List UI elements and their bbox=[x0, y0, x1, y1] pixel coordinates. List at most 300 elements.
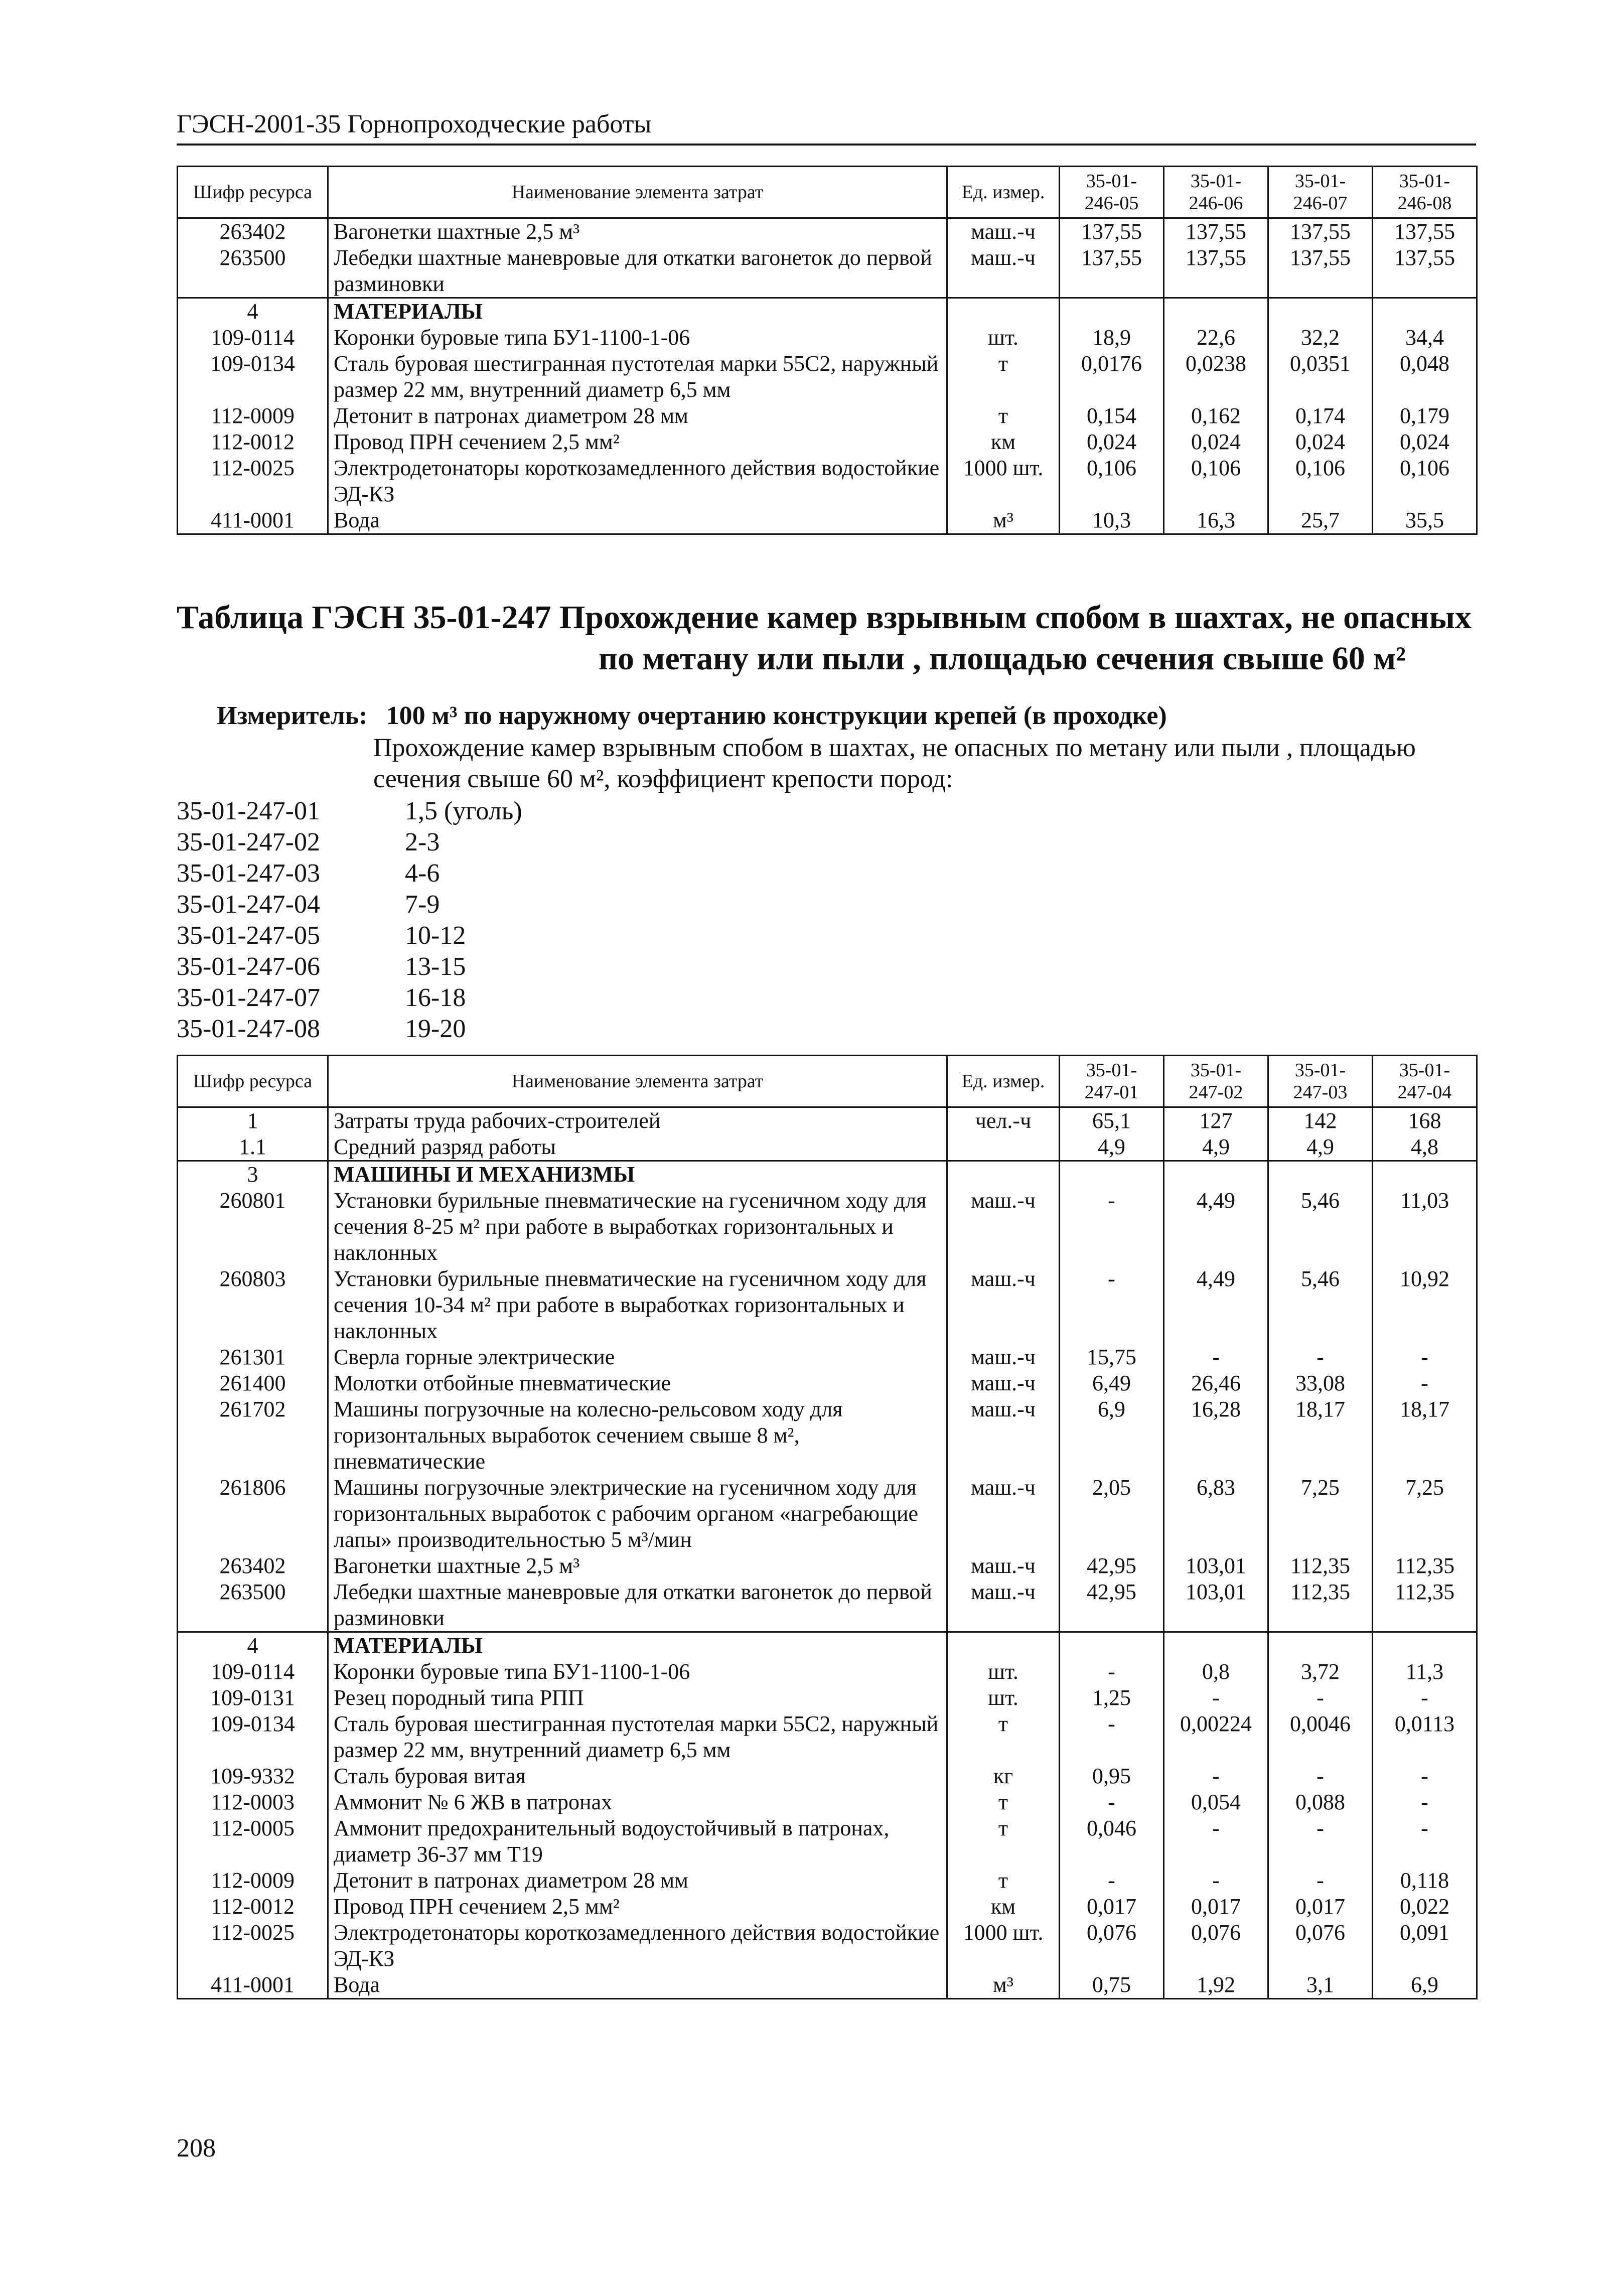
resource-value: 0,076 bbox=[1164, 1920, 1268, 1972]
resource-unit: м³ bbox=[947, 507, 1060, 534]
rock-hardness: 1,5 (уголь) bbox=[405, 797, 522, 825]
resource-unit: маш.-ч bbox=[947, 1370, 1060, 1396]
resource-value: 26,46 bbox=[1164, 1370, 1268, 1396]
resource-value: 65,1 bbox=[1060, 1107, 1164, 1134]
resource-value bbox=[1268, 298, 1373, 325]
resource-code: 263500 bbox=[178, 245, 328, 298]
resource-name: Машины погрузочные на колесно-рельсовом ходу для горизонтальных выработок сечением свыше 8 м², пневматические bbox=[328, 1396, 947, 1475]
table-row bbox=[178, 1711, 1477, 1763]
resource-unit: чел.-ч bbox=[947, 1107, 1060, 1134]
resource-unit bbox=[947, 298, 1060, 325]
col-header-code-2: 35-01- 246-06 bbox=[1164, 167, 1268, 218]
col-header-code-1: 35-01- 246-05 bbox=[1060, 167, 1164, 218]
col-header-unit: Ед. измер. bbox=[947, 1056, 1060, 1107]
measure-value: 100 м³ по наружному очертанию конструкции крепей (в проходке) bbox=[386, 701, 1167, 730]
resource-value: - bbox=[1060, 1659, 1164, 1685]
resource-unit: т bbox=[947, 403, 1060, 429]
norm-code: 35-01-247-04 bbox=[177, 890, 320, 919]
resource-value: 4,9 bbox=[1060, 1134, 1164, 1161]
resource-value: 18,9 bbox=[1060, 325, 1164, 351]
resource-name: Вода bbox=[328, 1972, 947, 1999]
resource-value: 18,17 bbox=[1268, 1396, 1373, 1475]
table-row bbox=[178, 1789, 1477, 1815]
measure-label: Измеритель: bbox=[217, 701, 368, 730]
resource-code: 112-0009 bbox=[178, 403, 328, 429]
table-row bbox=[178, 1763, 1477, 1789]
resource-code: 112-0025 bbox=[178, 1920, 328, 1972]
rock-hardness: 13-15 bbox=[405, 952, 466, 981]
resource-value: 34,4 bbox=[1373, 325, 1477, 351]
resource-value: - bbox=[1268, 1344, 1373, 1370]
resource-value: 0,024 bbox=[1373, 429, 1477, 455]
resource-unit: маш.-ч bbox=[947, 1475, 1060, 1553]
norm-code: 35-01-247-05 bbox=[177, 921, 320, 950]
resource-value: 0,162 bbox=[1164, 403, 1268, 429]
table-row bbox=[178, 351, 1477, 403]
resource-value: 35,5 bbox=[1373, 507, 1477, 534]
resource-value: - bbox=[1373, 1344, 1477, 1370]
resource-value: 42,95 bbox=[1060, 1553, 1164, 1579]
table-title bbox=[177, 597, 1481, 679]
resource-value: 137,55 bbox=[1164, 245, 1268, 298]
measure-description: Прохождение камер взрывным спобом в шахтах, не опасных по метану или пыли , площадью сечения свыше 60 м², коэффициент крепости пород: bbox=[373, 734, 1416, 793]
resource-value: 32,2 bbox=[1268, 325, 1373, 351]
table-row bbox=[178, 403, 1477, 429]
resource-code: 4 bbox=[178, 1632, 328, 1659]
resource-name: Детонит в патронах диаметром 28 мм bbox=[328, 1868, 947, 1894]
resource-value: 0,0238 bbox=[1164, 351, 1268, 403]
resource-value: 0,106 bbox=[1373, 455, 1477, 507]
page-header: ГЭСН-2001-35 Горнопроходческие работы bbox=[177, 109, 1476, 146]
resource-value: 1,92 bbox=[1164, 1972, 1268, 1999]
section-row bbox=[178, 1632, 1477, 1659]
resource-value: 0,00224 bbox=[1164, 1711, 1268, 1763]
resource-unit: шт. bbox=[947, 1659, 1060, 1685]
resource-code: 260801 bbox=[178, 1188, 328, 1266]
code-list-item bbox=[177, 796, 522, 827]
resource-value: - bbox=[1164, 1763, 1268, 1789]
rock-hardness: 16-18 bbox=[405, 983, 466, 1012]
resource-name: Установки бурильные пневматические на гусеничном ходу для сечения 10-34 м² при работе в выработках горизонтальных и наклонных bbox=[328, 1266, 947, 1344]
code-list-item bbox=[177, 858, 522, 889]
table-row bbox=[178, 1659, 1477, 1685]
resource-value: 103,01 bbox=[1164, 1553, 1268, 1579]
resource-code: 109-9332 bbox=[178, 1763, 328, 1789]
resource-unit: маш.-ч bbox=[947, 218, 1060, 245]
rock-hardness: 10-12 bbox=[405, 921, 466, 950]
resource-value: 3,1 bbox=[1268, 1972, 1373, 1999]
col-header-unit: Ед. измер. bbox=[947, 167, 1060, 218]
resource-value: - bbox=[1164, 1685, 1268, 1711]
resource-unit: маш.-ч bbox=[947, 245, 1060, 298]
resource-value bbox=[1373, 1161, 1477, 1188]
table-row bbox=[178, 1553, 1477, 1579]
table-row bbox=[178, 1815, 1477, 1868]
resource-value bbox=[1164, 1632, 1268, 1659]
table-title-line-1: Таблица ГЭСН 35-01-247 Прохождение камер взрывным спобом в шахтах, не опасных bbox=[177, 599, 1472, 636]
resource-value: 0,179 bbox=[1373, 403, 1477, 429]
resource-value: 0,154 bbox=[1060, 403, 1164, 429]
resource-value: - bbox=[1060, 1266, 1164, 1344]
resource-value: 0,017 bbox=[1060, 1894, 1164, 1920]
resource-value bbox=[1373, 1632, 1477, 1659]
code-list-item bbox=[177, 951, 522, 982]
section-row bbox=[178, 298, 1477, 325]
resource-unit: 1000 шт. bbox=[947, 1920, 1060, 1972]
resource-value: 0,95 bbox=[1060, 1763, 1164, 1789]
resource-value: 5,46 bbox=[1268, 1266, 1373, 1344]
table-header-row bbox=[178, 1056, 1477, 1107]
resource-code: 263402 bbox=[178, 218, 328, 245]
resource-value: 0,017 bbox=[1164, 1894, 1268, 1920]
resource-name: Лебедки шахтные маневровые для откатки вагонеток до первой разминовки bbox=[328, 1579, 947, 1632]
resource-value: - bbox=[1268, 1685, 1373, 1711]
resource-value bbox=[1268, 1161, 1373, 1188]
resource-code: 109-0114 bbox=[178, 1659, 328, 1685]
resource-value: - bbox=[1268, 1763, 1373, 1789]
col-header-name: Наименование элемента затрат bbox=[328, 167, 947, 218]
resource-name: МАШИНЫ И МЕХАНИЗМЫ bbox=[328, 1161, 947, 1188]
resource-value: - bbox=[1373, 1763, 1477, 1789]
resource-name: Электродетонаторы короткозамедленного действия водостойкие ЭД-КЗ bbox=[328, 1920, 947, 1972]
page-number: 208 bbox=[177, 2134, 216, 2163]
resource-value: 137,55 bbox=[1060, 245, 1164, 298]
resource-code: 109-0131 bbox=[178, 1685, 328, 1711]
resource-value: 127 bbox=[1164, 1107, 1268, 1134]
resource-unit: км bbox=[947, 1894, 1060, 1920]
resource-value: - bbox=[1164, 1868, 1268, 1894]
resource-value: 7,25 bbox=[1268, 1475, 1373, 1553]
resource-value: - bbox=[1060, 1188, 1164, 1266]
table-row bbox=[178, 1972, 1477, 1999]
resource-value: 0,024 bbox=[1268, 429, 1373, 455]
resource-value: - bbox=[1060, 1868, 1164, 1894]
resource-value: - bbox=[1373, 1789, 1477, 1815]
resource-code: 261400 bbox=[178, 1370, 328, 1396]
resource-value: 137,55 bbox=[1373, 245, 1477, 298]
code-list-item bbox=[177, 920, 522, 951]
section-row bbox=[178, 1161, 1477, 1188]
resource-code: 1.1 bbox=[178, 1134, 328, 1161]
resource-code: 260803 bbox=[178, 1266, 328, 1344]
table-row bbox=[178, 245, 1477, 298]
table-row bbox=[178, 1894, 1477, 1920]
resource-unit: т bbox=[947, 1789, 1060, 1815]
table-row bbox=[178, 1188, 1477, 1266]
resource-value: - bbox=[1373, 1370, 1477, 1396]
resource-value: 0,106 bbox=[1268, 455, 1373, 507]
table-row bbox=[178, 325, 1477, 351]
resource-value: 137,55 bbox=[1373, 218, 1477, 245]
resource-value: 3,72 bbox=[1268, 1659, 1373, 1685]
resource-unit: км bbox=[947, 429, 1060, 455]
table-row bbox=[178, 1370, 1477, 1396]
resource-value bbox=[1373, 298, 1477, 325]
norm-code: 35-01-247-01 bbox=[177, 797, 320, 825]
col-header-code-2: 35-01- 247-02 bbox=[1164, 1056, 1268, 1107]
resource-code: 261301 bbox=[178, 1344, 328, 1370]
resource-name: Аммонит предохранительный водоустойчивый в патронах, диаметр 36-37 мм Т19 bbox=[328, 1815, 947, 1868]
rock-hardness: 19-20 bbox=[405, 1015, 466, 1043]
resource-code: 411-0001 bbox=[178, 507, 328, 534]
code-list-item bbox=[177, 827, 522, 858]
resource-name: Вода bbox=[328, 507, 947, 534]
col-header-code-4: 35-01- 246-08 bbox=[1373, 167, 1477, 218]
resource-unit: м³ bbox=[947, 1972, 1060, 1999]
resource-name: Сверла горные электрические bbox=[328, 1344, 947, 1370]
code-list bbox=[177, 796, 522, 1045]
resource-value: 112,35 bbox=[1268, 1579, 1373, 1632]
resource-code: 263500 bbox=[178, 1579, 328, 1632]
resource-value: - bbox=[1268, 1868, 1373, 1894]
resource-name: Провод ПРН сечением 2,5 мм² bbox=[328, 429, 947, 455]
resource-name: Лебедки шахтные маневровые для откатки вагонеток до первой разминовки bbox=[328, 245, 947, 298]
resource-value: 0,017 bbox=[1268, 1894, 1373, 1920]
resource-value: 7,25 bbox=[1373, 1475, 1477, 1553]
resource-code: 112-0005 bbox=[178, 1815, 328, 1868]
table-body bbox=[178, 1107, 1477, 1999]
resource-unit: кг bbox=[947, 1763, 1060, 1789]
table-row bbox=[178, 429, 1477, 455]
resource-value: 0,024 bbox=[1060, 429, 1164, 455]
resource-value: 0,088 bbox=[1268, 1789, 1373, 1815]
resource-name: Резец породный типа РПП bbox=[328, 1685, 947, 1711]
resource-name: Установки бурильные пневматические на гусеничном ходу для сечения 8-25 м² при работе в выработках горизонтальных и наклонных bbox=[328, 1188, 947, 1266]
table-row bbox=[178, 1868, 1477, 1894]
table-title-line-2: по метану или пыли , площадью сечения свыше 60 м² bbox=[599, 640, 1406, 677]
resource-value: 137,55 bbox=[1268, 218, 1373, 245]
resource-value: 137,55 bbox=[1164, 218, 1268, 245]
resource-value: 0,046 bbox=[1060, 1815, 1164, 1868]
resource-name: Аммонит № 6 ЖВ в патронах bbox=[328, 1789, 947, 1815]
resource-code: 109-0114 bbox=[178, 325, 328, 351]
resource-code: 261702 bbox=[178, 1396, 328, 1475]
resource-value: 137,55 bbox=[1268, 245, 1373, 298]
table-row bbox=[178, 1920, 1477, 1972]
resource-value bbox=[1268, 1632, 1373, 1659]
resource-value: 5,46 bbox=[1268, 1188, 1373, 1266]
resource-value: 112,35 bbox=[1373, 1579, 1477, 1632]
resource-code: 112-0012 bbox=[178, 429, 328, 455]
resource-value: 1,25 bbox=[1060, 1685, 1164, 1711]
resource-name: Вагонетки шахтные 2,5 м³ bbox=[328, 218, 947, 245]
resource-unit: т bbox=[947, 351, 1060, 403]
resource-unit: маш.-ч bbox=[947, 1553, 1060, 1579]
resource-value: 0,0113 bbox=[1373, 1711, 1477, 1763]
resource-unit: 1000 шт. bbox=[947, 455, 1060, 507]
resource-value: 0,106 bbox=[1164, 455, 1268, 507]
resource-value: 4,9 bbox=[1268, 1134, 1373, 1161]
resource-unit bbox=[947, 1134, 1060, 1161]
resource-unit: маш.-ч bbox=[947, 1579, 1060, 1632]
resource-value: - bbox=[1164, 1344, 1268, 1370]
col-header-code: Шифр ресурса bbox=[178, 1056, 328, 1107]
table-row bbox=[178, 507, 1477, 534]
resource-name: Затраты труда рабочих-строителей bbox=[328, 1107, 947, 1134]
table-row bbox=[178, 1344, 1477, 1370]
resource-value: - bbox=[1373, 1815, 1477, 1868]
resource-name: Средний разряд работы bbox=[328, 1134, 947, 1161]
resource-value: 0,091 bbox=[1373, 1920, 1477, 1972]
code-list-item bbox=[177, 889, 522, 920]
resource-value: 25,7 bbox=[1268, 507, 1373, 534]
measure-line bbox=[217, 700, 1481, 732]
resource-name: Машины погрузочные электрические на гусеничном ходу для горизонтальных выработок с рабочим органом «нагребающие лапы» производительностью 5 м³/мин bbox=[328, 1475, 947, 1553]
resource-code: 263402 bbox=[178, 1553, 328, 1579]
resource-value: 168 bbox=[1373, 1107, 1477, 1134]
table-header-row bbox=[178, 167, 1477, 218]
resource-value: 33,08 bbox=[1268, 1370, 1373, 1396]
table-row bbox=[178, 1266, 1477, 1344]
resource-value: 0,0176 bbox=[1060, 351, 1164, 403]
table-row bbox=[178, 455, 1477, 507]
col-header-code-4: 35-01- 247-04 bbox=[1373, 1056, 1477, 1107]
resource-name: Сталь буровая шестигранная пустотелая марки 55С2, наружный размер 22 мм, внутренний диаметр 6,5 мм bbox=[328, 1711, 947, 1763]
col-header-code-3: 35-01- 246-07 bbox=[1268, 167, 1373, 218]
resource-unit: маш.-ч bbox=[947, 1188, 1060, 1266]
resource-unit: т bbox=[947, 1868, 1060, 1894]
resource-value: - bbox=[1268, 1815, 1373, 1868]
resource-unit: шт. bbox=[947, 1685, 1060, 1711]
resource-value: 0,054 bbox=[1164, 1789, 1268, 1815]
resource-value bbox=[1060, 1632, 1164, 1659]
resource-value: 0,022 bbox=[1373, 1894, 1477, 1920]
resource-code: 112-0012 bbox=[178, 1894, 328, 1920]
resource-value: 11,3 bbox=[1373, 1659, 1477, 1685]
rock-hardness: 4-6 bbox=[405, 859, 440, 888]
resource-unit bbox=[947, 1632, 1060, 1659]
resource-value bbox=[1164, 1161, 1268, 1188]
table-row bbox=[178, 1685, 1477, 1711]
table-row bbox=[178, 1579, 1477, 1632]
resource-code: 3 bbox=[178, 1161, 328, 1188]
resource-value: - bbox=[1373, 1685, 1477, 1711]
rock-hardness: 7-9 bbox=[405, 890, 440, 919]
resource-value: 4,8 bbox=[1373, 1134, 1477, 1161]
table-row bbox=[178, 1107, 1477, 1134]
resource-code: 112-0003 bbox=[178, 1789, 328, 1815]
resource-table-247 bbox=[177, 1055, 1478, 1999]
norm-code: 35-01-247-02 bbox=[177, 828, 320, 856]
resource-unit: маш.-ч bbox=[947, 1396, 1060, 1475]
resource-unit bbox=[947, 1161, 1060, 1188]
resource-value: 6,9 bbox=[1060, 1396, 1164, 1475]
resource-code: 112-0009 bbox=[178, 1868, 328, 1894]
resource-value: 11,03 bbox=[1373, 1188, 1477, 1266]
resource-value: 10,3 bbox=[1060, 507, 1164, 534]
resource-value: 0,118 bbox=[1373, 1868, 1477, 1894]
resource-value: 4,49 bbox=[1164, 1188, 1268, 1266]
col-header-code-3: 35-01- 247-03 bbox=[1268, 1056, 1373, 1107]
resource-unit: т bbox=[947, 1711, 1060, 1763]
resource-value: 103,01 bbox=[1164, 1579, 1268, 1632]
resource-value: 0,174 bbox=[1268, 403, 1373, 429]
resource-value bbox=[1060, 298, 1164, 325]
resource-value: 0,076 bbox=[1268, 1920, 1373, 1972]
resource-value: 0,076 bbox=[1060, 1920, 1164, 1972]
resource-name: Коронки буровые типа БУ1-1100-1-06 bbox=[328, 325, 947, 351]
resource-value: 16,28 bbox=[1164, 1396, 1268, 1475]
resource-value: - bbox=[1164, 1815, 1268, 1868]
resource-code: 109-0134 bbox=[178, 351, 328, 403]
resource-value: - bbox=[1060, 1789, 1164, 1815]
table-row bbox=[178, 218, 1477, 245]
resource-unit: шт. bbox=[947, 325, 1060, 351]
resource-unit: маш.-ч bbox=[947, 1266, 1060, 1344]
resource-value: 137,55 bbox=[1060, 218, 1164, 245]
resource-value: 0,048 bbox=[1373, 351, 1477, 403]
resource-value bbox=[1060, 1161, 1164, 1188]
resource-name: Электродетонаторы короткозамедленного действия водостойкие ЭД-КЗ bbox=[328, 455, 947, 507]
resource-code: 4 bbox=[178, 298, 328, 325]
resource-value: 15,75 bbox=[1060, 1344, 1164, 1370]
resource-code: 109-0134 bbox=[178, 1711, 328, 1763]
col-header-code: Шифр ресурса bbox=[178, 167, 328, 218]
resource-value: 0,0046 bbox=[1268, 1711, 1373, 1763]
resource-value: 6,49 bbox=[1060, 1370, 1164, 1396]
norm-code: 35-01-247-06 bbox=[177, 952, 320, 981]
table-row bbox=[178, 1396, 1477, 1475]
resource-value: 18,17 bbox=[1373, 1396, 1477, 1475]
resource-value: - bbox=[1060, 1711, 1164, 1763]
resource-value: 0,0351 bbox=[1268, 351, 1373, 403]
table-row bbox=[178, 1134, 1477, 1161]
resource-value bbox=[1164, 298, 1268, 325]
code-list-item bbox=[177, 1014, 522, 1045]
resource-value: 6,9 bbox=[1373, 1972, 1477, 1999]
resource-value: 6,83 bbox=[1164, 1475, 1268, 1553]
table-body bbox=[178, 218, 1477, 534]
resource-value: 0,75 bbox=[1060, 1972, 1164, 1999]
norm-code: 35-01-247-03 bbox=[177, 859, 320, 888]
col-header-code-1: 35-01- 247-01 bbox=[1060, 1056, 1164, 1107]
resource-value: 112,35 bbox=[1373, 1553, 1477, 1579]
resource-name: Сталь буровая шестигранная пустотелая марки 55С2, наружный размер 22 мм, внутренний диаметр 6,5 мм bbox=[328, 351, 947, 403]
resource-code: 261806 bbox=[178, 1475, 328, 1553]
resource-name: Провод ПРН сечением 2,5 мм² bbox=[328, 1894, 947, 1920]
code-list-item bbox=[177, 982, 522, 1014]
table-row bbox=[178, 1475, 1477, 1553]
resource-unit: маш.-ч bbox=[947, 1344, 1060, 1370]
resource-name: МАТЕРИАЛЫ bbox=[328, 298, 947, 325]
resource-name: Детонит в патронах диаметром 28 мм bbox=[328, 403, 947, 429]
col-header-name: Наименование элемента затрат bbox=[328, 1056, 947, 1107]
resource-name: Сталь буровая витая bbox=[328, 1763, 947, 1789]
resource-value: 4,49 bbox=[1164, 1266, 1268, 1344]
resource-value: 10,92 bbox=[1373, 1266, 1477, 1344]
resource-value: 0,106 bbox=[1060, 455, 1164, 507]
resource-name: Вагонетки шахтные 2,5 м³ bbox=[328, 1553, 947, 1579]
resource-value: 0,8 bbox=[1164, 1659, 1268, 1685]
resource-code: 1 bbox=[178, 1107, 328, 1134]
norm-code: 35-01-247-07 bbox=[177, 983, 320, 1012]
resource-unit: т bbox=[947, 1815, 1060, 1868]
resource-table-246 bbox=[177, 166, 1478, 535]
norm-code: 35-01-247-08 bbox=[177, 1015, 320, 1043]
resource-value: 4,9 bbox=[1164, 1134, 1268, 1161]
rock-hardness: 2-3 bbox=[405, 828, 440, 856]
resource-name: Коронки буровые типа БУ1-1100-1-06 bbox=[328, 1659, 947, 1685]
resource-code: 411-0001 bbox=[178, 1972, 328, 1999]
resource-value: 22,6 bbox=[1164, 325, 1268, 351]
resource-value: 2,05 bbox=[1060, 1475, 1164, 1553]
resource-name: Молотки отбойные пневматические bbox=[328, 1370, 947, 1396]
resource-value: 0,024 bbox=[1164, 429, 1268, 455]
resource-value: 142 bbox=[1268, 1107, 1373, 1134]
resource-name: МАТЕРИАЛЫ bbox=[328, 1632, 947, 1659]
resource-value: 16,3 bbox=[1164, 507, 1268, 534]
resource-code: 112-0025 bbox=[178, 455, 328, 507]
